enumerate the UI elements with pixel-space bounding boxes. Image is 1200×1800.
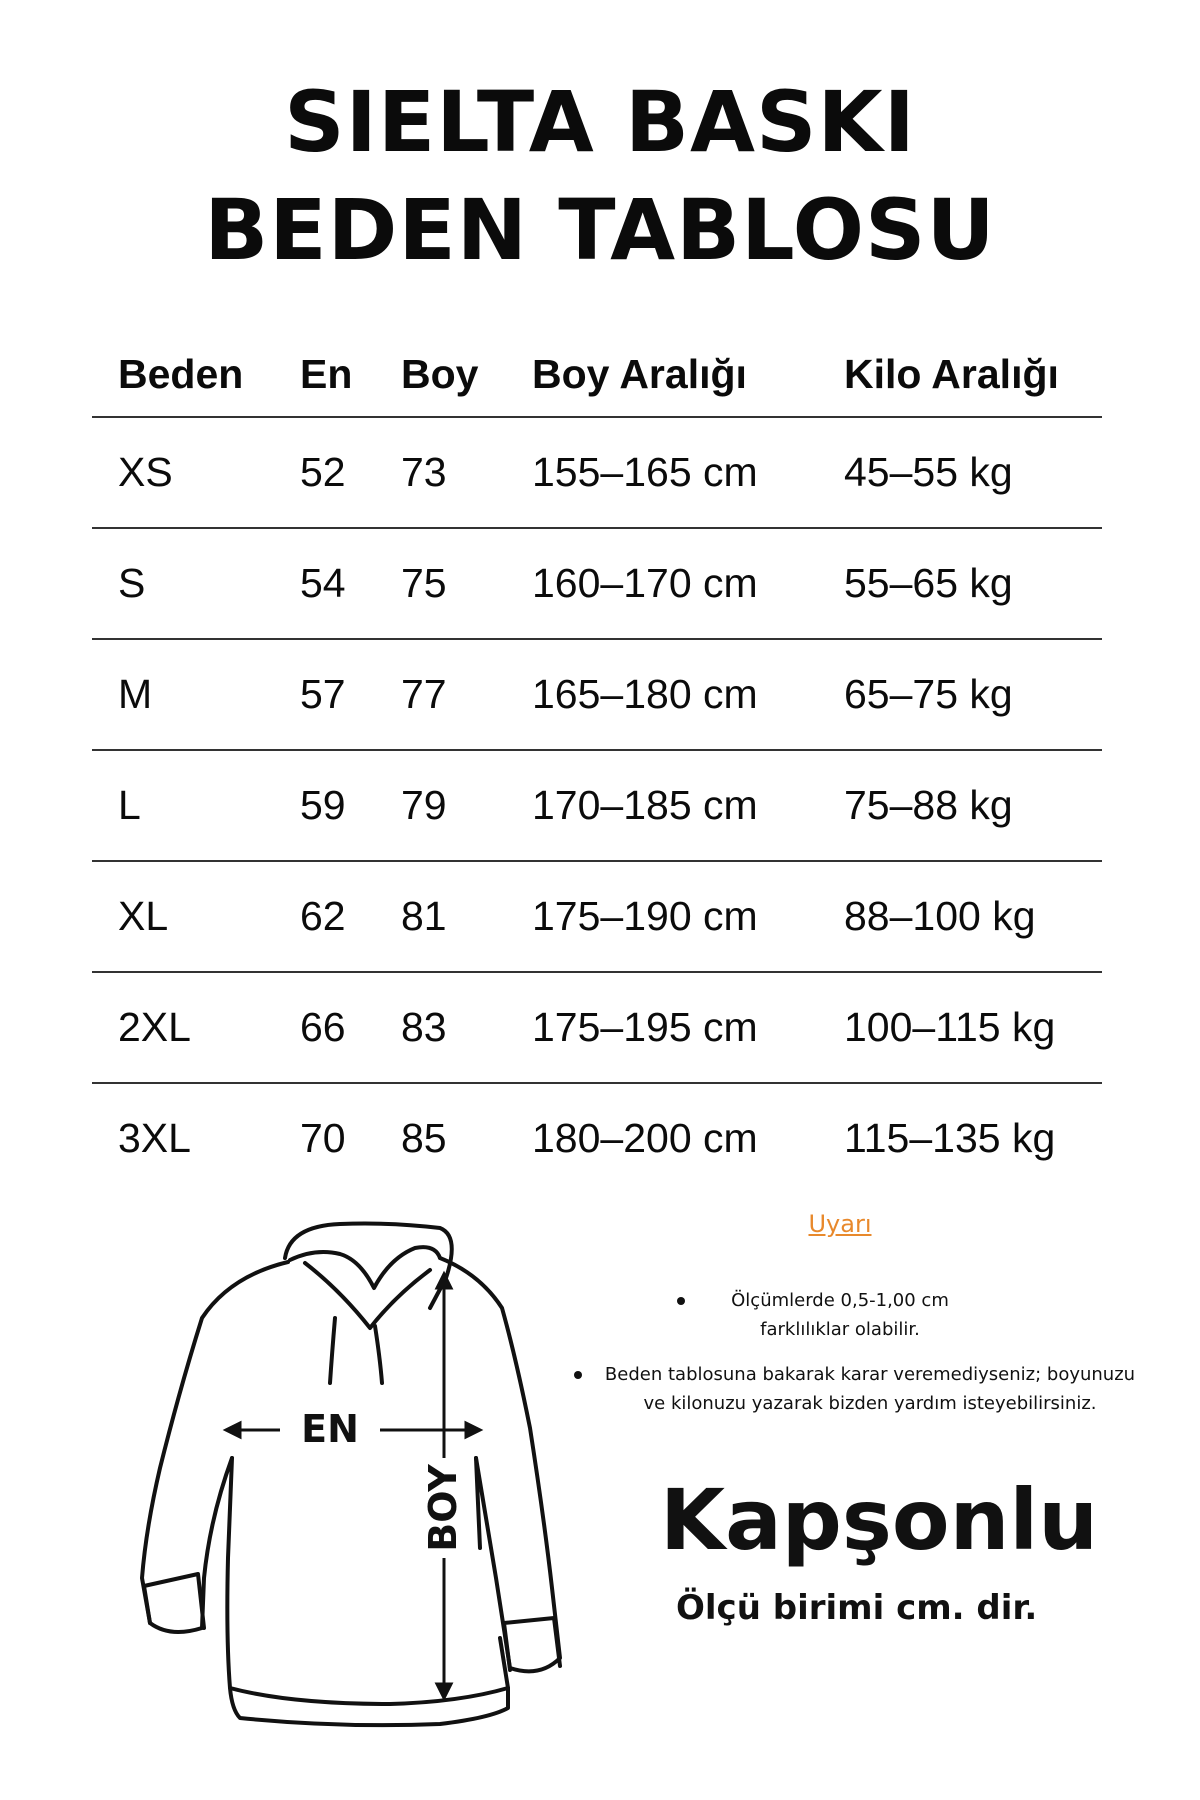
cell-boy: 75 bbox=[375, 528, 506, 639]
title-line-1: SIELTA BASKI bbox=[284, 73, 916, 171]
cell-boy: 79 bbox=[375, 750, 506, 861]
cell-boy: 85 bbox=[401, 1115, 447, 1161]
cell-kilo-araligi: 45–55 kg bbox=[818, 417, 1102, 528]
hoodie-diagram bbox=[140, 1218, 600, 1728]
unit-note: Ölçü birimi cm. dir. bbox=[676, 1588, 1038, 1628]
cell-beden: XL bbox=[92, 861, 274, 972]
table-row bbox=[92, 528, 1102, 639]
cell-beden: 2XL bbox=[92, 972, 274, 1083]
product-name: Kapşonlu bbox=[660, 1471, 1099, 1569]
table-header-row bbox=[92, 332, 1102, 417]
cell-boy: 77 bbox=[375, 639, 506, 750]
bullet-icon bbox=[677, 1297, 685, 1305]
warning-note: Ölçümlerde 0,5-1,00 cm farklılıklar olabilir. bbox=[731, 1290, 949, 1340]
cell-beden: L bbox=[92, 750, 274, 861]
warning-note: Beden tablosuna bakarak karar veremediyseniz; boyunuzu ve kilonuzu yazarak bizden yardım isteyebilirsiniz. bbox=[604, 1364, 1136, 1414]
table-row bbox=[92, 417, 1102, 528]
table-row bbox=[92, 861, 1102, 972]
en-label: EN bbox=[301, 1407, 359, 1451]
cell-en: 54 bbox=[274, 528, 375, 639]
cell-kilo-araligi: 65–75 kg bbox=[818, 639, 1102, 750]
cell-en: 59 bbox=[274, 750, 375, 861]
cell-boy: 81 bbox=[375, 861, 506, 972]
header-beden: Beden bbox=[92, 332, 274, 417]
size-table bbox=[92, 332, 1102, 1193]
header-kilo-araligi: Kilo Aralığı bbox=[818, 332, 1102, 417]
cell-boy-araligi: 160–170 cm bbox=[506, 528, 818, 639]
cell-kilo-araligi: 100–115 kg bbox=[818, 972, 1102, 1083]
header-en: En bbox=[274, 332, 375, 417]
cell-en: 66 bbox=[274, 972, 375, 1083]
cell-boy-araligi: 175–190 cm bbox=[506, 861, 818, 972]
cell-boy-araligi: 175–195 cm bbox=[506, 972, 818, 1083]
table-row bbox=[92, 750, 1102, 861]
table-row bbox=[92, 972, 1102, 1083]
cell-en: 62 bbox=[274, 861, 375, 972]
cell-beden: 3XL bbox=[118, 1115, 191, 1161]
cell-beden: XS bbox=[92, 417, 274, 528]
boy-label: BOY bbox=[421, 1464, 465, 1552]
cell-boy: 83 bbox=[375, 972, 506, 1083]
cell-en: 57 bbox=[274, 639, 375, 750]
cell-kilo-araligi: 115–135 kg bbox=[844, 1115, 1056, 1161]
cell-beden: M bbox=[92, 639, 274, 750]
cell-beden: S bbox=[92, 528, 274, 639]
warning-title: Uyarı bbox=[808, 1210, 872, 1238]
cell-boy-araligi: 165–180 cm bbox=[506, 639, 818, 750]
table-row bbox=[92, 639, 1102, 750]
cell-en: 52 bbox=[274, 417, 375, 528]
cell-boy-araligi: 155–165 cm bbox=[506, 417, 818, 528]
title-line-2: BEDEN TABLOSU bbox=[204, 181, 996, 279]
cell-boy-araligi: 170–185 cm bbox=[506, 750, 818, 861]
header-boy: Boy bbox=[375, 332, 506, 417]
cell-en: 70 bbox=[300, 1115, 346, 1161]
cell-kilo-araligi: 88–100 kg bbox=[818, 861, 1102, 972]
hoodie-outline bbox=[142, 1224, 560, 1726]
cell-boy-araligi: 180–200 cm bbox=[532, 1115, 758, 1161]
header-boy-araligi: Boy Aralığı bbox=[506, 332, 818, 417]
cell-boy: 73 bbox=[375, 417, 506, 528]
bullet-icon bbox=[574, 1371, 582, 1379]
table-row bbox=[92, 1083, 1102, 1193]
cell-kilo-araligi: 75–88 kg bbox=[818, 750, 1102, 861]
cell-kilo-araligi: 55–65 kg bbox=[818, 528, 1102, 639]
